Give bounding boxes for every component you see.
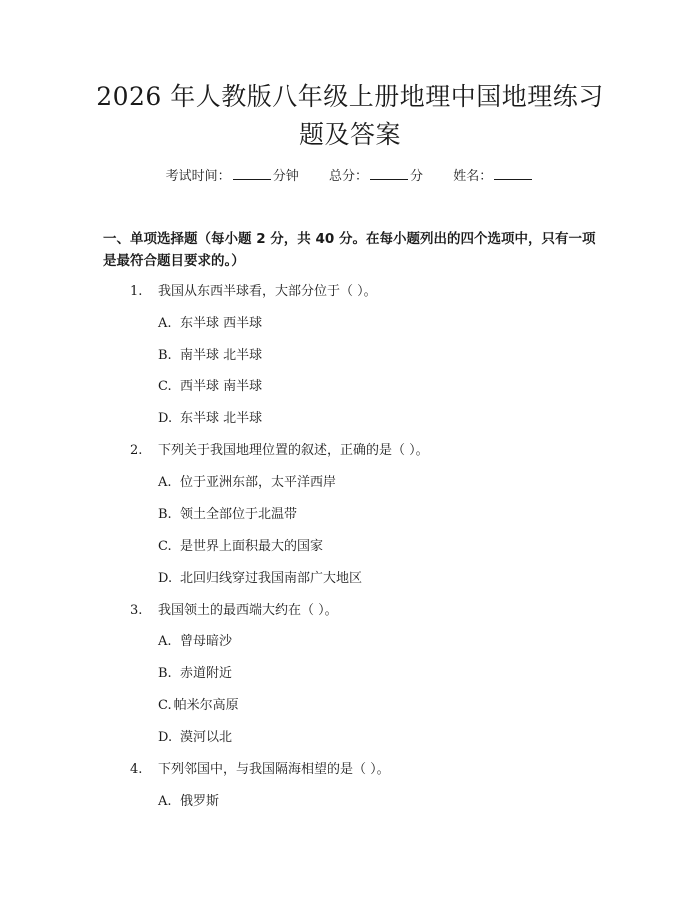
option-text: 领土全部位于北温带 <box>180 507 298 522</box>
title-line-1: 2026 年人教版八年级上册地理中国地理练习 <box>96 82 604 111</box>
option-letter: A. <box>158 794 172 809</box>
option-text: 东半球 西半球 <box>180 316 263 331</box>
q3-option-b <box>158 664 232 684</box>
time-label: 考试时间： <box>165 169 231 184</box>
option-letter: D. <box>158 571 173 586</box>
q2-option-a <box>158 473 336 493</box>
q4-option-a <box>158 792 219 812</box>
time-unit: 分钟 <box>272 169 299 184</box>
option-letter: D. <box>158 411 173 426</box>
section-heading: 一、单项选择题（每小题 2 分，共 40 分。在每小题列出的四个选项中，只有一项是最符合题目要求的。） <box>103 231 596 269</box>
option-letter: C. <box>158 539 172 554</box>
q1-option-a <box>158 314 262 334</box>
time-blank <box>233 167 271 180</box>
option-text: 西半球 南半球 <box>180 379 263 394</box>
title-line-2: 题及答案 <box>298 120 401 149</box>
option-letter: A. <box>158 634 172 649</box>
name-blank <box>494 167 532 180</box>
option-letter: B. <box>158 507 172 522</box>
question-text: 我国从东西半球看，大部分位于（ ）。 <box>158 284 377 299</box>
page-title <box>60 78 640 154</box>
exam-meta <box>0 167 700 187</box>
score-blank <box>370 167 408 180</box>
question-number: 1. <box>130 284 143 299</box>
q1-option-d <box>158 409 262 429</box>
question-2 <box>130 441 429 461</box>
option-text: 帕米尔高原 <box>173 698 239 713</box>
option-text: 北回归线穿过我国南部广大地区 <box>180 571 363 586</box>
question-text: 我国领土的最西端大约在（ ）。 <box>158 603 338 618</box>
option-text: 南半球 北半球 <box>180 348 263 363</box>
option-text: 位于亚洲东部，太平洋西岸 <box>180 475 337 490</box>
score-unit: 分 <box>410 169 424 184</box>
option-text: 曾母暗沙 <box>180 634 233 649</box>
question-text: 下列关于我国地理位置的叙述，正确的是（ ）。 <box>158 443 429 458</box>
question-number: 2. <box>130 443 143 458</box>
question-3 <box>130 601 338 621</box>
q3-option-a <box>158 632 232 652</box>
name-label: 姓名： <box>453 169 493 184</box>
option-letter: A. <box>158 475 172 490</box>
question-text: 下列邻国中，与我国隔海相望的是（ ）。 <box>158 762 390 777</box>
option-letter: D. <box>158 730 173 745</box>
option-text: 是世界上面积最大的国家 <box>180 539 324 554</box>
question-number: 3. <box>130 603 143 618</box>
q2-option-b <box>158 505 297 525</box>
q1-option-b <box>158 346 262 366</box>
score-label: 总分： <box>328 169 368 184</box>
question-4 <box>130 760 390 780</box>
q2-option-c <box>158 537 323 557</box>
q3-option-d <box>158 728 232 748</box>
option-text: 漠河以北 <box>180 730 233 745</box>
q1-option-c <box>158 377 262 397</box>
option-letter: A. <box>158 316 172 331</box>
option-letter: B. <box>158 666 172 681</box>
question-1 <box>130 282 377 302</box>
option-text: 俄罗斯 <box>180 794 220 809</box>
option-text: 赤道附近 <box>180 666 233 681</box>
option-letter: C. <box>158 698 172 713</box>
option-letter: B. <box>158 348 172 363</box>
q3-option-c <box>158 696 239 716</box>
option-text: 东半球 北半球 <box>180 411 263 426</box>
option-letter: C. <box>158 379 172 394</box>
question-number: 4. <box>130 762 143 777</box>
q2-option-d <box>158 569 362 589</box>
